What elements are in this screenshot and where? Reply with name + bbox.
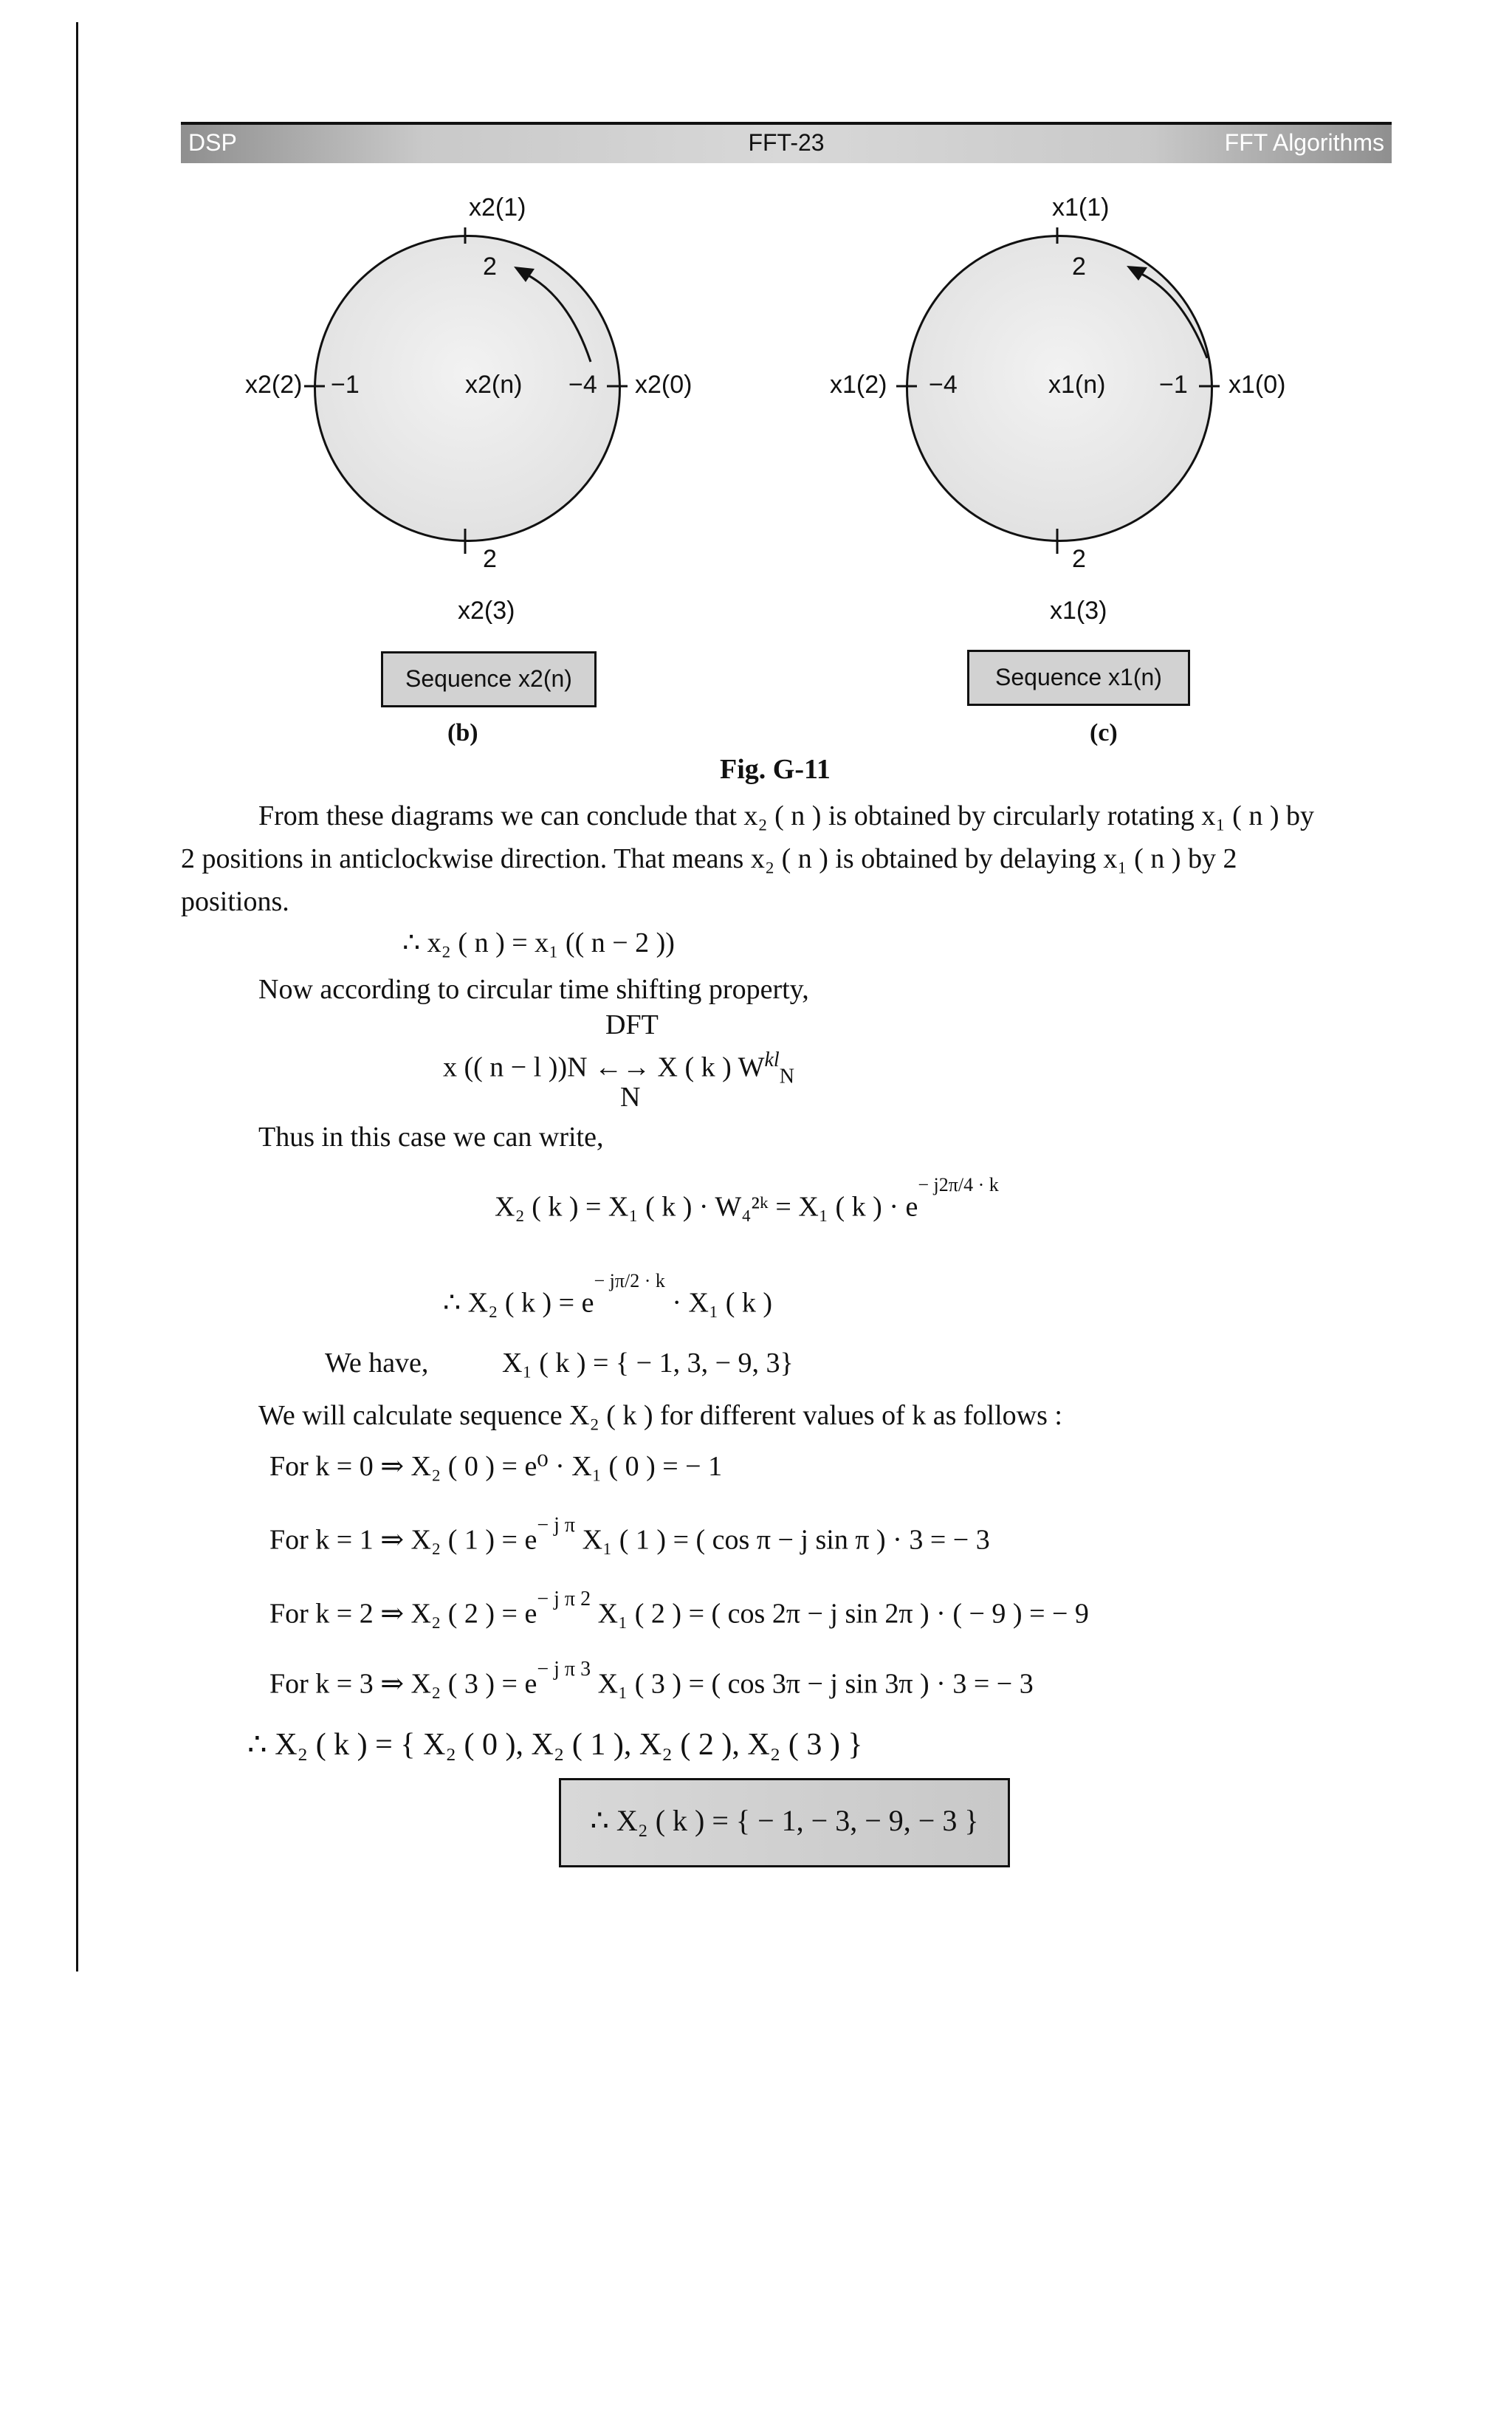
diagram-b-center-label: x2(n)	[465, 371, 523, 399]
diagram-c-panel-label: (c)	[1090, 719, 1118, 747]
diagram-c-top-label: x1(1)	[1052, 193, 1110, 222]
diagram-b-bottom-value: 2	[483, 545, 497, 573]
case-k3	[269, 1658, 1034, 1701]
diagram-c-bottom-value: 2	[1072, 545, 1086, 573]
figure-caption: Fig. G-11	[720, 754, 831, 785]
equation-x2k-exp: − j2π/4 · k	[918, 1174, 999, 1195]
dft-equation-sup: kl	[764, 1049, 780, 1071]
case-k1	[269, 1514, 990, 1557]
diagram-c-center-label: x1(n)	[1048, 371, 1106, 399]
case-k3-right: X₁ ( 3 ) = ( cos 3π − j sin 3π ) · 3 = − 3	[597, 1668, 1034, 1700]
header-page-number: FFT-23	[748, 129, 825, 156]
case-k1-left: For k = 1 ⇒ X₂ ( 1 ) = e	[269, 1524, 537, 1556]
we-have-label: We have,	[325, 1348, 429, 1379]
dft-label-bottom: N	[620, 1082, 641, 1113]
case-k2-left: For k = 2 ⇒ X₂ ( 2 ) = e	[269, 1598, 537, 1630]
paragraph-1-line-2: 2 positions in anticlockwise direction. That means x₂ ( n ) is obtained by delaying x₁ ( n ) by 2	[181, 843, 1237, 874]
equation-x2k-simplified-right: · X₁ ( k )	[672, 1287, 773, 1319]
result-box: ∴ X₂ ( k ) = { − 1, − 3, − 9, − 3 }	[559, 1778, 1010, 1867]
equation-x2k-simplified-exp: − jπ/2 · k	[594, 1270, 665, 1291]
case-k1-right: X₁ ( 1 ) = ( cos π − j sin π ) · 3 = − 3	[582, 1524, 990, 1556]
case-k2-right: X₁ ( 2 ) = ( cos 2π − j sin 2π ) · ( − 9 ) = − 9	[597, 1598, 1089, 1630]
diagram-b	[221, 185, 797, 746]
case-k2	[269, 1588, 1089, 1630]
case-k3-left: For k = 3 ⇒ X₂ ( 3 ) = e	[269, 1668, 537, 1700]
diagram-c-left-label: x1(2)	[830, 371, 887, 399]
diagram-c-right-value: −1	[1159, 371, 1188, 399]
equation-shift: ∴ x₂ ( n ) = x₁ (( n − 2 ))	[402, 927, 675, 958]
paragraph-1-line-1: From these diagrams we can conclude that x₂ ( n ) is obtained by circularly rotating x₁ ( n ) by	[258, 800, 1314, 831]
diagram-b-right-value: −4	[568, 371, 597, 399]
paragraph-3: Thus in this case we can write,	[258, 1122, 604, 1153]
equation-x2k-simplified-left: ∴ X₂ ( k ) = e	[443, 1287, 594, 1319]
diagram-b-top-value: 2	[483, 253, 497, 281]
dft-equation-main: x (( n − l ))N ←→ X ( k ) W	[443, 1051, 765, 1083]
case-k2-exp: − j π 2	[537, 1588, 591, 1610]
dft-equation-sub: N	[779, 1065, 794, 1088]
equation-x2k-main: X₂ ( k ) = X₁ ( k ) · W₄²ᵏ = X₁ ( k ) · e	[495, 1191, 918, 1223]
dft-label-top: DFT	[605, 1009, 659, 1040]
dft-equation	[443, 1049, 794, 1088]
diagram-b-left-label: x2(2)	[245, 371, 303, 399]
header-left: DSP	[188, 129, 237, 156]
paragraph-1-line-3: positions.	[181, 886, 289, 917]
diagram-c-right-label: x1(0)	[1228, 371, 1286, 399]
diagram-b-left-value: −1	[331, 371, 360, 399]
page-header	[181, 122, 1392, 163]
diagram-b-sequence-box: Sequence x2(n)	[381, 651, 597, 707]
summary-equation: ∴ X₂ ( k ) = { X₂ ( 0 ), X₂ ( 1 ), X₂ ( 2 ), X₂ ( 3 ) }	[247, 1728, 863, 1762]
diagram-b-right-label: x2(0)	[635, 371, 693, 399]
diagram-c-top-value: 2	[1072, 253, 1086, 281]
diagram-c-sequence-box: Sequence x1(n)	[967, 650, 1190, 706]
diagram-c	[805, 185, 1381, 746]
page-margin-rule	[76, 22, 78, 1972]
header-right: FFT Algorithms	[1224, 129, 1384, 156]
diagram-c-left-value: −4	[929, 371, 958, 399]
diagram-b-panel-label: (b)	[447, 719, 478, 747]
we-have-equation: X₁ ( k ) = { − 1, 3, − 9, 3}	[502, 1348, 794, 1379]
case-k3-exp: − j π 3	[537, 1658, 591, 1681]
diagram-b-top-label: x2(1)	[469, 193, 526, 222]
case-k1-exp: − j π	[537, 1514, 576, 1537]
diagram-c-bottom-label: x1(3)	[1050, 597, 1107, 625]
paragraph-2: Now according to circular time shifting property,	[258, 974, 809, 1005]
diagram-b-bottom-label: x2(3)	[458, 597, 515, 625]
paragraph-4: We will calculate sequence X₂ ( k ) for different values of k as follows :	[258, 1400, 1062, 1431]
case-k0: For k = 0 ⇒ X₂ ( 0 ) = e⁰ · X₁ ( 0 ) = − 1	[269, 1451, 723, 1482]
